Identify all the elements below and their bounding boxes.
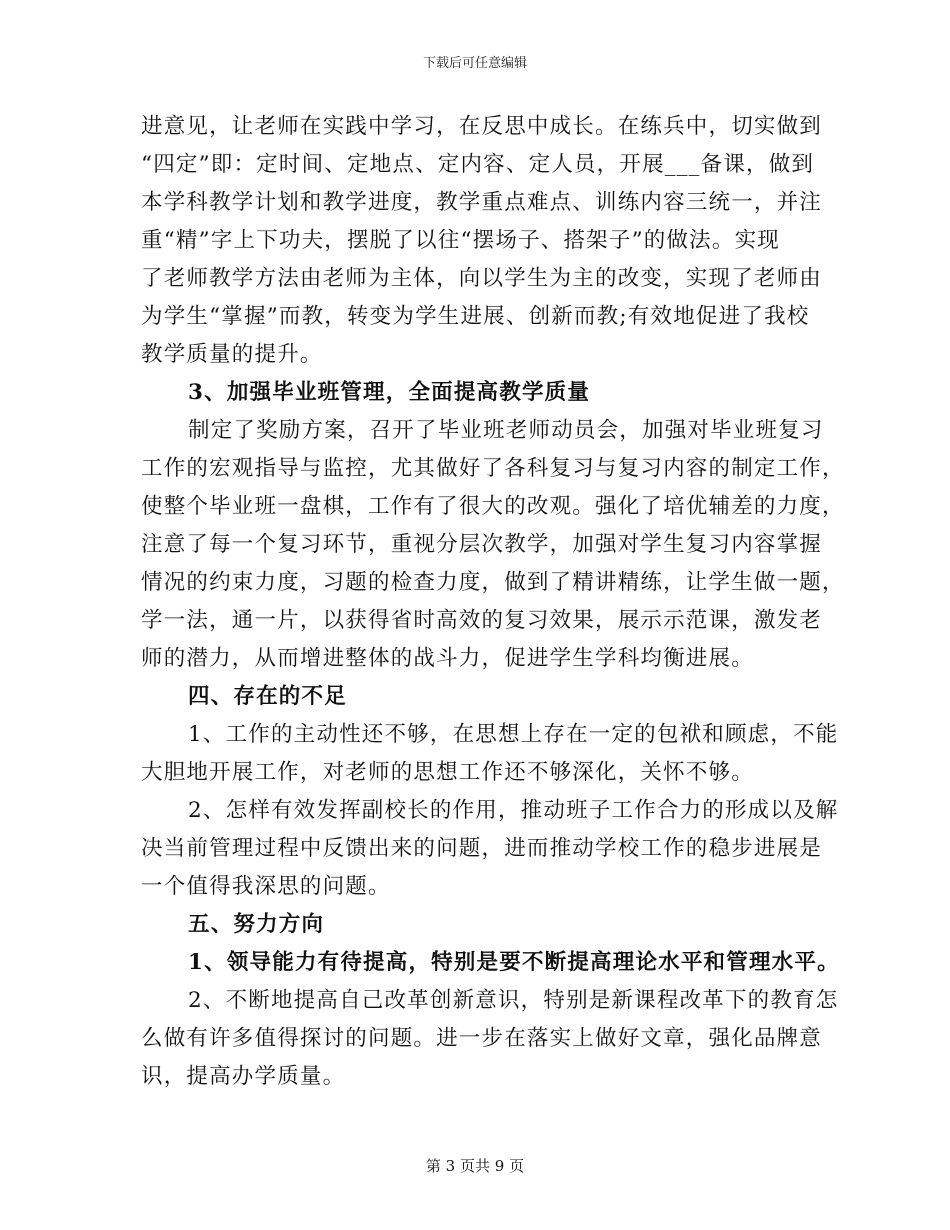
paragraph-line: 制定了奖励方案，召开了毕业班老师动员会，加强对毕业班复习 [188,418,824,443]
paragraph-line: 学一法，通一片，以获得省时高效的复习效果，展示示范课，激发老 [141,608,823,633]
paragraph-line: 本学科教学计划和教学进度，教学重点难点、训练内容三统一，并注 [141,190,823,215]
paragraph-line: 教学质量的提升。 [141,342,323,367]
section-heading: 四、存在的不足 [188,684,347,709]
paragraph-line: 师的潜力，从而增进整体的战斗力，促进学生学科均衡进展。 [141,646,754,671]
paragraph-line: 进意见，让老师在实践中学习，在反思中成长。在练兵中，切实做到 [141,114,823,139]
paragraph-line: 2、不断地提高自己改革创新意识，特别是新课程改革下的教育怎 [188,988,839,1013]
paragraph-line: 2、怎样有效发挥副校长的作用，推动班子工作合力的形成以及解 [188,798,839,823]
page-footer: 第 3 页共 9 页 [425,1157,525,1175]
paragraph-line: 重“精”字上下功夫，摆脱了以往“摆场子、搭架子”的做法。实现 [141,228,780,253]
section-heading: 五、努力方向 [188,912,325,937]
page-header: 下载后可任意编辑 [422,56,527,71]
paragraph-line: 工作的宏观指导与监控，尤其做好了各科复习与复习内容的制定工作， [141,456,845,481]
document-body [141,108,845,1096]
paragraph-line: 决当前管理过程中反馈出来的问题，进而推动学校工作的稳步进展是 [141,836,823,861]
paragraph-line: “四定”即：定时间、定地点、定内容、定人员，开展___备课，做到 [141,152,815,177]
paragraph-line: 识，提高办学质量。 [141,1064,346,1089]
paragraph-line: 注意了每一个复习环节，重视分层次教学，加强对学生复习内容掌握 [141,532,823,557]
paragraph-line: 么做有许多值得探讨的问题。进一步在落实上做好文章，强化品牌意 [141,1026,823,1051]
paragraph-line: 使整个毕业班一盘棋，工作有了很大的改观。强化了培优辅差的力度， [141,494,845,519]
section-heading: 1、领导能力有待提高，特别是要不断提高理论水平和管理水平。 [188,950,840,975]
paragraph-line: 情况的约束力度，习题的检查力度，做到了精讲精练，让学生做一题， [141,570,845,595]
paragraph-line: 为学生“掌握”而教，转变为学生进展、创新而教;有效地促进了我校 [141,304,810,329]
paragraph-line: 了老师教学方法由老师为主体，向以学生为主的改变，实现了老师由 [141,266,823,291]
paragraph-line: 大胆地开展工作，对老师的思想工作还不够深化，关怀不够。 [141,760,754,785]
paragraph-line: 一个值得我深思的问题。 [141,874,391,899]
section-heading: 3、加强毕业班管理，全面提高教学质量 [188,380,591,405]
paragraph-line: 1、工作的主动性还不够，在思想上存在一定的包袱和顾虑，不能 [188,722,839,747]
